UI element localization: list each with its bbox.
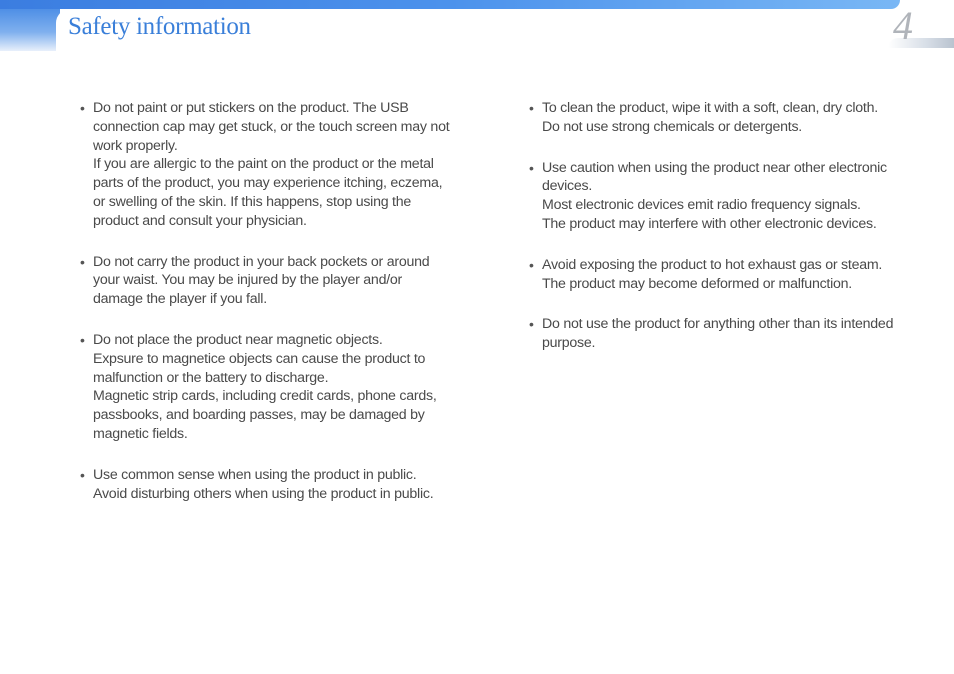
- safety-item: [80, 331, 450, 444]
- item-text: To clean the product, wipe it with a soft, clean, dry cloth.: [542, 100, 878, 116]
- header-band: [0, 0, 900, 9]
- item-text: Avoid disturbing others when using the product in public.: [93, 485, 434, 502]
- item-text: Do not use strong chemicals or detergents.: [542, 118, 802, 135]
- item-text: Do not carry the product in your back pockets or around your waist. You may be injured by the player and/or damage the player if you fall.: [93, 253, 430, 308]
- item-text: Use caution when using the product near other electronic devices.: [542, 159, 887, 195]
- safety-item: [529, 99, 899, 137]
- left-column: [80, 99, 450, 525]
- item-text: Most electronic devices emit radio frequency signals.: [542, 197, 861, 214]
- bullet-icon: •: [529, 316, 534, 333]
- item-text: Do not place the product near magnetic objects.: [93, 331, 383, 348]
- item-text: If you are allergic to the paint on the product or the metal parts of the product, you may experience itching, eczema, or swelling of the skin. If this happens, stop using the product and consult your physician.: [93, 156, 443, 229]
- right-column: [529, 99, 899, 375]
- bullet-icon: •: [529, 159, 534, 176]
- item-text: Use common sense when using the product in public.: [93, 466, 417, 483]
- bullet-icon: •: [529, 100, 534, 116]
- page-title: Safety information: [68, 13, 251, 40]
- item-text: Magnetic strip cards, including credit cards, phone cards, passbooks, and boarding passes, may be damaged by magnetic fields.: [93, 388, 437, 442]
- item-text: Do not use the product for anything other than its intended purpose.: [542, 316, 894, 352]
- safety-item: [529, 315, 899, 353]
- bullet-icon: •: [529, 256, 534, 273]
- item-text: Do not paint or put stickers on the product. The USB connection cap may get stuck, or the touch screen may not work properly.: [93, 100, 450, 154]
- page-number: 4: [893, 3, 913, 48]
- item-text: The product may become deformed or malfunction.: [542, 275, 852, 292]
- item-text: Avoid exposing the product to hot exhaust gas or steam.: [542, 256, 883, 273]
- safety-item: [529, 256, 899, 294]
- bullet-icon: •: [80, 253, 85, 270]
- safety-item: [80, 99, 450, 231]
- header-swoosh: [0, 9, 60, 51]
- item-text: Expsure to magnetice objects can cause the product to malfunction or the battery to discharge.: [93, 350, 426, 386]
- bullet-icon: •: [80, 100, 85, 116]
- safety-item: [529, 159, 899, 234]
- safety-item: [80, 466, 450, 504]
- safety-item: [80, 253, 450, 309]
- bullet-icon: •: [80, 466, 85, 483]
- item-text: The product may interfere with other electronic devices.: [542, 215, 877, 232]
- bullet-icon: •: [80, 331, 85, 348]
